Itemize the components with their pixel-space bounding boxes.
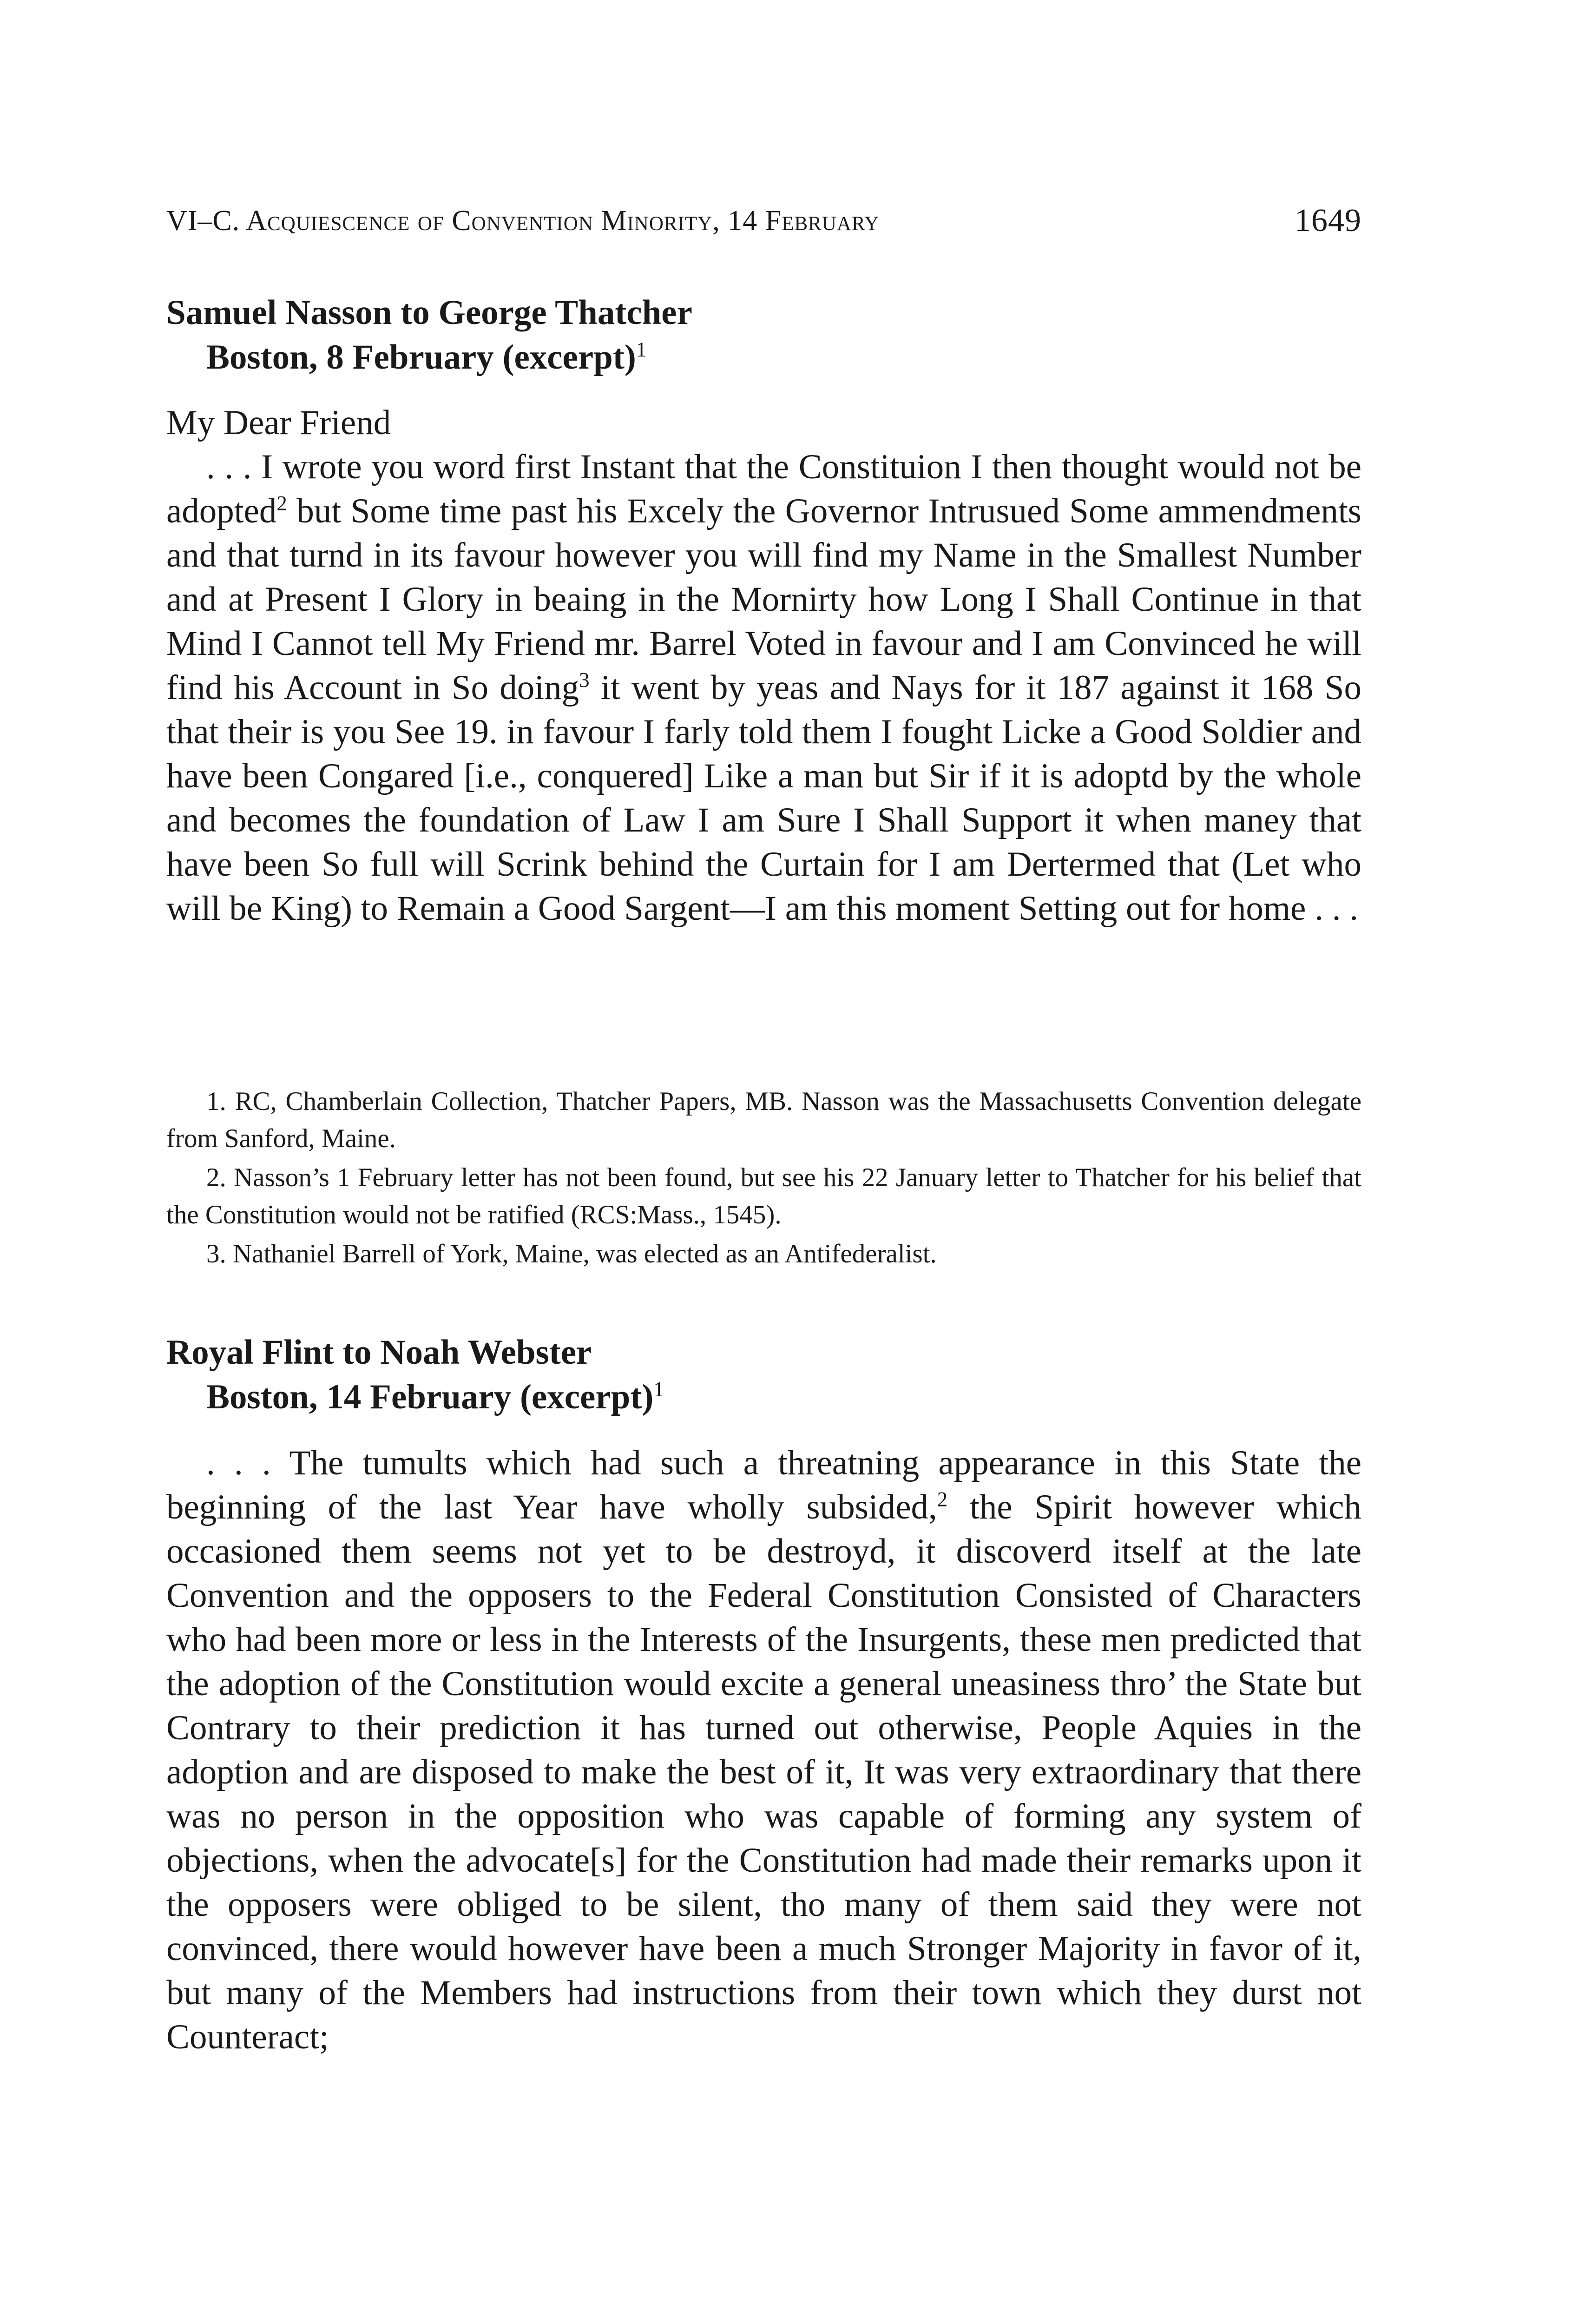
letter2-text-part2: the Spirit however which occasioned them seems not yet to be destroyd, it discoverd itself at the late Convention and the opposers to the Federal Constitution Consisted of Characters who had been more or less in the Interests of the Insurgents, these men predicted that the adoption of the Constitution would excite a general uneasiness thro’ the State but Contrary to their prediction it has turned out otherwise, People Aquies in the adoption and are disposed to make the best of it, It was very extraordinary that there was no person in the opposition who was capable of forming any system of objections, when the advocate[s] for the Constitution had made their remarks upon it the opposers were obliged to be silent, tho many of them said they were not convinced, there would however have been a much Stronger Majority in favor of it, but many of the Members had instructions from their town which they durst not Counteract; [166,1488,1361,2056]
footnote-ref: 1 [653,1378,664,1401]
letter1-heading [166,290,692,380]
letter2-heading-title: Royal Flint to Noah Webster [166,1333,592,1372]
letter1-heading-subtitle [166,335,692,380]
letter2-body [166,1441,1361,2059]
footnote-ref: 3 [579,668,590,692]
letter1-text-part1: . . . I wrote you word first Instant that the Constituion I then thought would not be adopted [166,448,1361,530]
letter2-heading-subtitle [166,1375,664,1419]
running-head-title: VI–C. Acquiescence of Convention Minority, 14 February [166,205,880,237]
letter1-paragraph [166,445,1361,931]
letter1-text-part2: but Some time past his Excely the Governor Intrusued Some ammendments and that turnd in its favour however you will find my Name in the Smallest Number and at Present I Glory in beaing in the Mornirty how Long I Shall Continue in that Mind I Cannot tell My Friend mr. Barrel Voted in favour and I am Convinced he will find his Account in So doing [166,492,1361,707]
running-head [166,200,1361,242]
letter1-footnotes [166,1083,1361,1274]
letter1-heading-dateline: Boston, 8 February (excerpt) [206,338,636,376]
letter2-heading [166,1330,664,1419]
footnote-ref: 2 [937,1488,948,1511]
letter2-text-part1: . . . The tumults which had such a threatning appearance in this State the beginning of the last Year have wholly subsided, [166,1444,1361,1526]
letter1-body [166,445,1361,931]
page-number: 1649 [1295,203,1361,238]
letter1-text-part3: it went by yeas and Nays for it 187 against it 168 So that their is you See 19. in favour I farly told them I fought Licke a Good Soldier and have been Congared [i.e., conquered] Like a man but Sir if it is adoptd by the whole and becomes the foundation of Law I am Sure I Shall Support it when maney that have been So full will Scrink behind the Curtain for I am Dertermed that (Let who will be King) to Remain a Good Sargent—I am this moment Setting out for home . . . [166,668,1361,928]
letter2-paragraph [166,1441,1361,2059]
footnote: 1. RC, Chamberlain Collection, Thatcher Papers, MB. Nasson was the Massachusetts Convention delegate from Sanford, Maine. [166,1087,1361,1153]
letter2-heading-dateline: Boston, 14 February (excerpt) [206,1378,654,1416]
footnote-ref: 2 [276,492,287,515]
letter1-salutation: My Dear Friend [166,403,391,442]
letter1-heading-title: Samuel Nasson to George Thatcher [166,293,692,332]
footnote-ref: 1 [636,338,647,361]
footnote: 2. Nasson’s 1 February letter has not been found, but see his 22 January letter to Thatcher for his belief that the Constitution would not be ratified (RCS:Mass., 1545). [166,1163,1361,1229]
footnote: 3. Nathaniel Barrell of York, Maine, was elected as an Antifederalist. [206,1239,937,1268]
